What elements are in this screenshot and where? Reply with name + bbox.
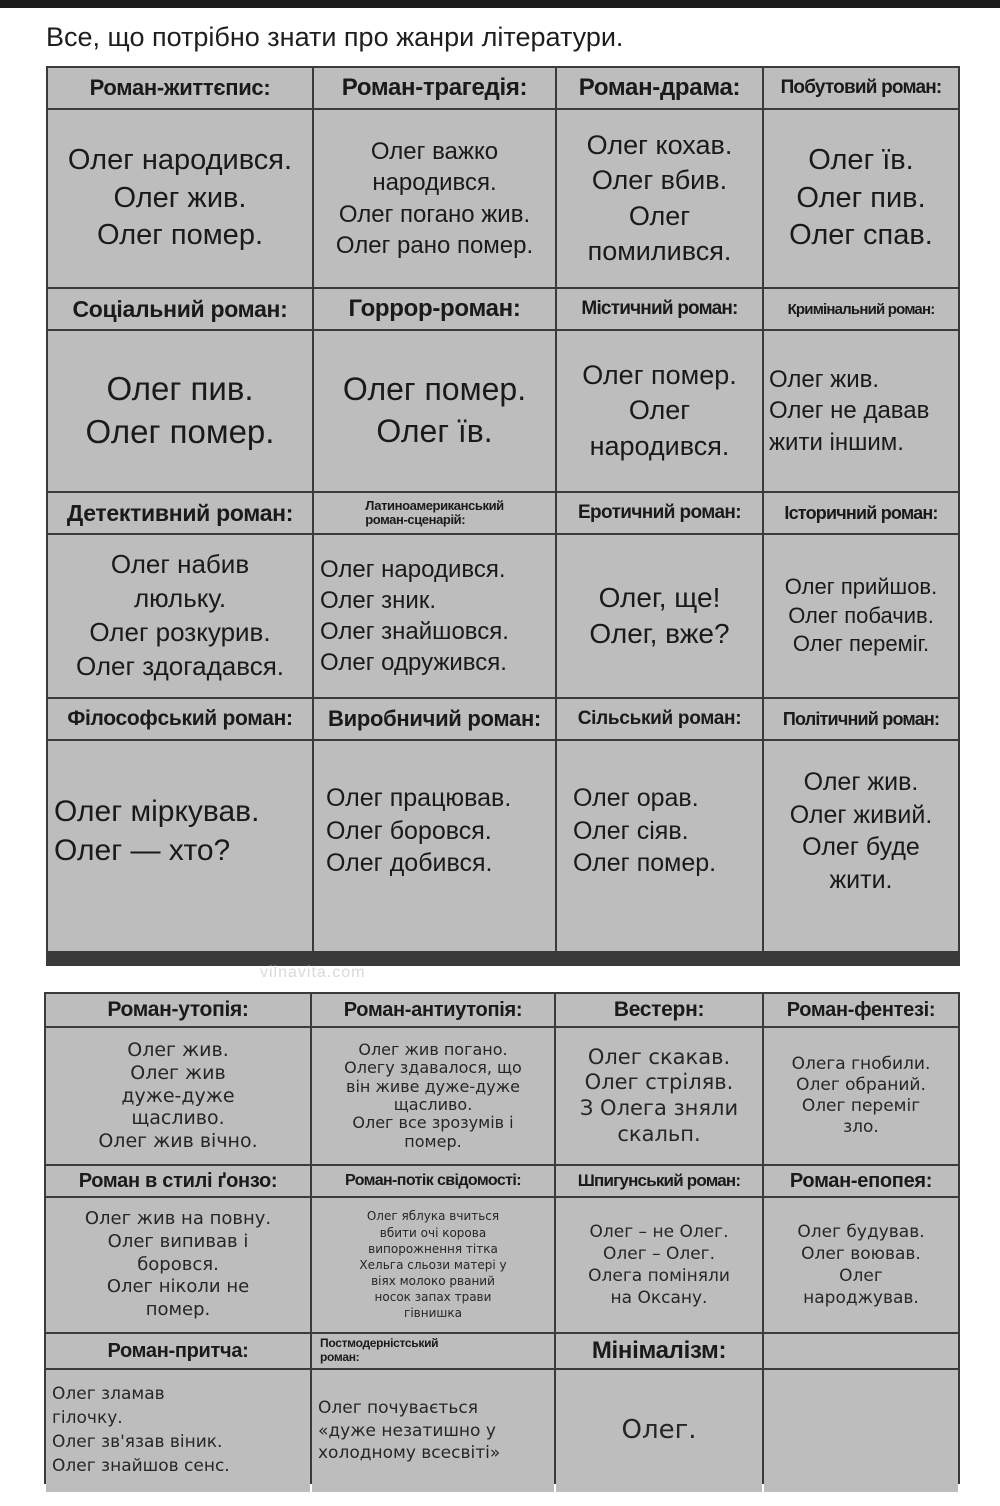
genre-header: Політичний роман: (764, 699, 958, 739)
genre-header: Містичний роман: (557, 289, 762, 329)
genre-description: Олег їв. Олег пив. Олег спав. (764, 110, 958, 287)
genre-header: Сільський роман: (557, 699, 762, 739)
genre-description: Олег скакав. Олег стріляв. З Олега зняли скальп. (556, 1028, 762, 1164)
genre-header: Виробничий роман: (314, 699, 555, 739)
genre-header: Соціальний роман: (48, 289, 312, 329)
genre-header: Історичний роман: (764, 493, 958, 533)
genre-description: Олег жив. Олег живий. Олег буде жити. (764, 741, 958, 951)
genre-header: Роман-утопія: (46, 994, 310, 1026)
genre-header: Роман-потік свідомості: (312, 1166, 554, 1196)
genre-header: Роман-драма: (557, 68, 762, 108)
genre-header: Латиноамериканський роман-сценарій: (314, 493, 555, 533)
genre-description: Олег жив. Олег не давав жити іншим. (764, 331, 958, 491)
page-title: Все, що потрібно знати про жанри літератури. (46, 22, 624, 52)
genre-header: Шпигунський роман: (556, 1166, 762, 1196)
genre-description: Олег міркував. Олег — хто? (48, 741, 312, 951)
genre-description: Олег помер. Олег їв. (314, 331, 555, 491)
genre-description: Олег жив. Олег жив дуже-дуже щасливо. Олег жив вічно. (46, 1028, 310, 1164)
genre-header: Філософський роман: (48, 699, 312, 739)
genre-header (764, 1334, 958, 1368)
genre-description: Олег помер. Олег народився. (557, 331, 762, 491)
genre-description: Олег набив люльку. Олег розкурив. Олег здогадався. (48, 535, 312, 697)
genre-description: Олег народився. Олег зник. Олег знайшовся. Олег одружився. (314, 535, 555, 697)
genre-header: Роман-трагедія: (314, 68, 555, 108)
genre-description: Олег народився. Олег жив. Олег помер. (48, 110, 312, 287)
genre-description: Олег працював. Олег боровся. Олег добився. (314, 741, 555, 951)
genre-description: Олег, ще! Олег, вже? (557, 535, 762, 697)
top-status-bar (0, 0, 1000, 8)
genre-description (764, 1370, 958, 1492)
genre-header: Роман-притча: (46, 1334, 310, 1368)
genre-header: Роман-фентезі: (764, 994, 958, 1026)
genre-description: Олег кохав. Олег вбив. Олег помилився. (557, 110, 762, 287)
genre-description: Олег прийшов. Олег побачив. Олег переміг. (764, 535, 958, 697)
genre-description: Олег яблука вчиться вбити очі корова випорожнення тітка Хельга сльози матері у віях молоко рваний носок запах трави гівнишка (312, 1198, 554, 1332)
genre-header: Еротичний роман: (557, 493, 762, 533)
genre-description: Олег жив погано. Олегу здавалося, що він живе дуже-дуже щасливо. Олег все зрозумів і помер. (312, 1028, 554, 1164)
genre-header: Роман-життєпис: (48, 68, 312, 108)
genre-header: Мінімалізм: (556, 1334, 762, 1368)
genre-header: Вестерн: (556, 994, 762, 1026)
genre-description: Олег жив на повну. Олег випивав і боровся. Олег ніколи не помер. (46, 1198, 310, 1332)
genre-description: Олег – не Олег. Олег – Олег. Олега поміняли на Оксану. (556, 1198, 762, 1332)
watermark-text: vilnavita.com (260, 964, 366, 981)
genre-description: Олег почувається «дуже незатишно у холодному всесвіті» (312, 1370, 554, 1492)
genres-table-1 (46, 66, 960, 966)
genre-header: Горрор-роман: (314, 289, 555, 329)
genre-header: Детективний роман: (48, 493, 312, 533)
genre-description: Олег важко народився. Олег погано жив. Олег рано помер. (314, 110, 555, 287)
genre-header: Роман-антиутопія: (312, 994, 554, 1026)
genre-description: Олег орав. Олег сіяв. Олег помер. (557, 741, 762, 951)
genre-description: Олег зламав гілочку. Олег зв'язав віник. Олег знайшов сенс. (46, 1370, 310, 1492)
genre-header: Роман-епопея: (764, 1166, 958, 1196)
genre-header: Постмодерністський роман: (312, 1334, 554, 1368)
genre-description: Олег пив. Олег помер. (48, 331, 312, 491)
genre-description: Олега гнобили. Олег обраний. Олег переміг зло. (764, 1028, 958, 1164)
genre-description: Олег. (556, 1370, 762, 1492)
genre-header: Побутовий роман: (764, 68, 958, 108)
genre-header: Роман в стилі ґонзо: (46, 1166, 310, 1196)
genre-header: Кримінальний роман: (764, 289, 958, 329)
genres-table-2 (44, 992, 960, 1484)
genre-description: Олег будував. Олег воював. Олег народжував. (764, 1198, 958, 1332)
